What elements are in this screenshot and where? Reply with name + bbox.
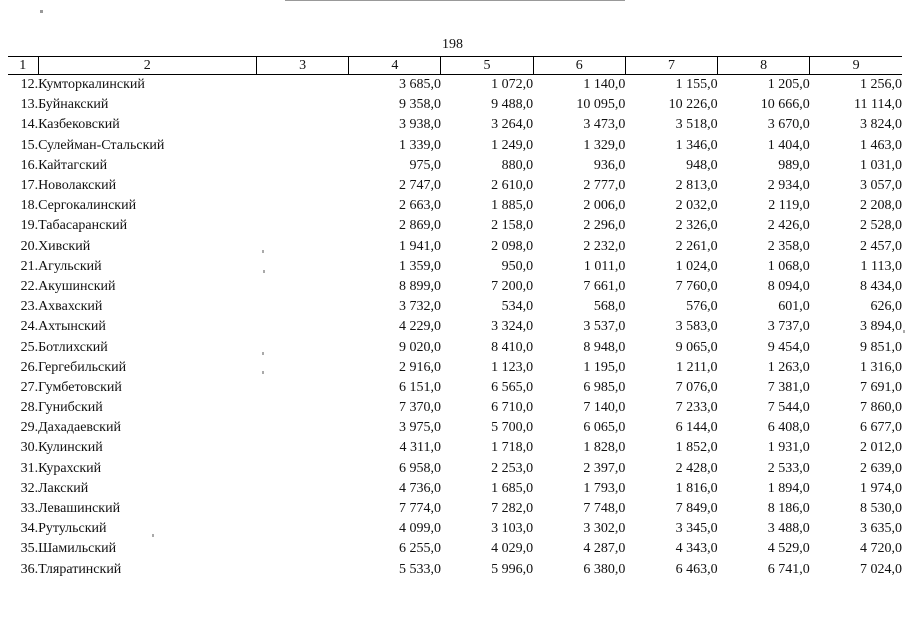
district-name-cell: Ботлихский	[38, 339, 108, 355]
value-cell: 3 345,0	[675, 521, 718, 537]
value-cell: 1 031,0	[860, 157, 902, 173]
value-cell: 2 158,0	[491, 218, 534, 234]
table-row	[8, 237, 902, 257]
table-row	[8, 115, 902, 135]
value-cell: 6 380,0	[583, 561, 626, 577]
empty-cell	[257, 176, 349, 196]
value-cell: 7 691,0	[860, 379, 902, 395]
column-number: 2	[38, 57, 256, 75]
value-cell: 1 113,0	[860, 258, 902, 274]
district-name-cell: Ахвахский	[38, 299, 103, 315]
value-cell: 2 747,0	[398, 178, 441, 194]
district-name-cell: Шамильский	[38, 541, 117, 557]
value-cell: 3 670,0	[767, 117, 810, 133]
table-row	[8, 196, 902, 216]
table-row	[8, 95, 902, 115]
value-cell: 2 533,0	[767, 460, 810, 476]
value-cell: 4 287,0	[583, 541, 626, 557]
row-number-cell: 33.	[20, 501, 39, 517]
value-cell: 1 339,0	[398, 137, 441, 153]
value-cell: 936,0	[593, 157, 626, 173]
empty-cell	[257, 317, 349, 337]
empty-cell	[257, 136, 349, 156]
scan-speck	[262, 250, 264, 253]
value-cell: 8 948,0	[583, 339, 626, 355]
value-cell: 7 024,0	[860, 561, 902, 577]
value-cell: 2 639,0	[860, 460, 902, 476]
value-cell: 11 114,0	[854, 97, 902, 113]
table-row	[8, 136, 902, 156]
value-cell: 2 528,0	[860, 218, 902, 234]
value-cell: 8 186,0	[767, 501, 810, 517]
district-name-cell: Ахтынский	[38, 319, 106, 335]
value-cell: 6 151,0	[398, 379, 441, 395]
empty-cell	[257, 560, 349, 580]
value-cell: 1 931,0	[767, 440, 810, 456]
value-cell: 4 311,0	[399, 440, 441, 456]
value-cell: 2 261,0	[675, 238, 718, 254]
value-cell: 6 741,0	[767, 561, 810, 577]
value-cell: 1 974,0	[860, 480, 902, 496]
table-row	[8, 358, 902, 378]
value-cell: 9 358,0	[398, 97, 441, 113]
empty-cell	[257, 337, 349, 357]
value-cell: 1 718,0	[491, 440, 534, 456]
value-cell: 6 565,0	[491, 379, 534, 395]
column-number: 1	[8, 57, 38, 75]
value-cell: 9 488,0	[491, 97, 534, 113]
value-cell: 2 253,0	[491, 460, 534, 476]
value-cell: 8 410,0	[491, 339, 534, 355]
value-cell: 8 434,0	[860, 278, 902, 294]
value-cell: 7 849,0	[675, 501, 718, 517]
value-cell: 1 404,0	[767, 137, 810, 153]
value-cell: 3 537,0	[583, 319, 626, 335]
district-name-cell: Хивский	[38, 238, 91, 254]
value-cell: 3 732,0	[398, 299, 441, 315]
value-cell: 3 302,0	[583, 521, 626, 537]
table-row	[8, 499, 902, 519]
value-cell: 5 996,0	[491, 561, 534, 577]
district-name-cell: Сулейман-Стальский	[38, 137, 165, 153]
district-name-cell: Буйнакский	[38, 97, 109, 113]
value-cell: 2 032,0	[675, 198, 718, 214]
value-cell: 5 533,0	[398, 561, 441, 577]
table-row	[8, 459, 902, 479]
table-row	[8, 519, 902, 539]
value-cell: 5 700,0	[491, 420, 534, 436]
value-cell: 568,0	[593, 299, 626, 315]
value-cell: 8 530,0	[860, 501, 902, 517]
district-name-cell: Лакский	[38, 480, 89, 496]
value-cell: 4 099,0	[398, 521, 441, 537]
district-name-cell: Кайтагский	[38, 157, 108, 173]
value-cell: 1 263,0	[767, 359, 810, 375]
top-edge-rule	[285, 0, 625, 1]
row-number-cell: 32.	[20, 480, 39, 496]
empty-cell	[257, 277, 349, 297]
value-cell: 2 358,0	[767, 238, 810, 254]
value-cell: 1 941,0	[398, 238, 441, 254]
value-cell: 2 916,0	[398, 359, 441, 375]
table-row	[8, 378, 902, 398]
value-cell: 1 068,0	[767, 258, 810, 274]
value-cell: 2 663,0	[398, 198, 441, 214]
value-cell: 1 885,0	[491, 198, 534, 214]
value-cell: 6 958,0	[398, 460, 441, 476]
district-name-cell: Гунибский	[38, 400, 103, 416]
empty-cell	[257, 519, 349, 539]
row-number-cell: 12.	[20, 77, 39, 93]
value-cell: 7 544,0	[767, 400, 810, 416]
value-cell: 9 020,0	[398, 339, 441, 355]
value-cell: 3 488,0	[767, 521, 810, 537]
column-number: 3	[257, 57, 349, 75]
column-number: 7	[625, 57, 717, 75]
value-cell: 1 011,0	[583, 258, 626, 274]
value-cell: 10 095,0	[576, 97, 626, 113]
empty-cell	[257, 358, 349, 378]
row-number-cell: 31.	[20, 460, 39, 476]
value-cell: 4 529,0	[767, 541, 810, 557]
value-cell: 7 140,0	[583, 400, 626, 416]
table-row	[8, 438, 902, 458]
value-cell: 1 852,0	[675, 440, 718, 456]
value-cell: 1 140,0	[583, 77, 626, 93]
value-cell: 3 975,0	[398, 420, 441, 436]
empty-cell	[257, 438, 349, 458]
district-name-cell: Табасаранский	[38, 218, 128, 234]
scan-speck	[262, 352, 264, 355]
row-number-cell: 13.	[20, 97, 39, 113]
value-cell: 7 760,0	[675, 278, 718, 294]
value-cell: 3 824,0	[860, 117, 902, 133]
value-cell: 3 635,0	[860, 521, 902, 537]
value-cell: 10 666,0	[760, 97, 810, 113]
value-cell: 4 343,0	[675, 541, 718, 557]
district-name-cell: Акушинский	[38, 278, 116, 294]
district-name-cell: Курахский	[38, 460, 102, 476]
row-number-cell: 35.	[20, 541, 39, 557]
row-number-cell: 15.	[20, 137, 39, 153]
value-cell: 1 256,0	[860, 77, 902, 93]
column-number: 9	[810, 57, 902, 75]
table-row	[8, 75, 902, 96]
row-number-cell: 23.	[20, 299, 39, 315]
value-cell: 9 454,0	[767, 339, 810, 355]
value-cell: 6 408,0	[767, 420, 810, 436]
district-name-cell: Гумбетовский	[38, 379, 122, 395]
value-cell: 4 720,0	[860, 541, 902, 557]
scan-speck	[152, 534, 154, 537]
value-cell: 6 255,0	[398, 541, 441, 557]
value-cell: 2 457,0	[860, 238, 902, 254]
empty-cell	[257, 216, 349, 236]
value-cell: 4 229,0	[398, 319, 441, 335]
value-cell: 601,0	[778, 299, 810, 315]
value-cell: 1 195,0	[583, 359, 626, 375]
value-cell: 975,0	[409, 157, 441, 173]
value-cell: 1 316,0	[860, 359, 902, 375]
value-cell: 8 899,0	[398, 278, 441, 294]
value-cell: 948,0	[686, 157, 718, 173]
value-cell: 1 211,0	[676, 359, 718, 375]
district-name-cell: Дахадаевский	[38, 420, 121, 436]
table-row	[8, 216, 902, 236]
value-cell: 4 736,0	[398, 480, 441, 496]
row-number-cell: 22.	[20, 278, 39, 294]
table-row	[8, 277, 902, 297]
value-cell: 7 200,0	[491, 278, 534, 294]
row-number-cell: 25.	[20, 339, 39, 355]
value-cell: 1 463,0	[860, 137, 902, 153]
column-number: 6	[533, 57, 625, 75]
value-cell: 3 057,0	[860, 178, 902, 194]
district-name-cell: Тляратинский	[38, 561, 122, 577]
value-cell: 3 737,0	[767, 319, 810, 335]
value-cell: 1 359,0	[398, 258, 441, 274]
row-number-cell: 18.	[20, 198, 39, 214]
value-cell: 2 869,0	[398, 218, 441, 234]
row-number-cell: 30.	[20, 440, 39, 456]
empty-cell	[257, 459, 349, 479]
value-cell: 6 463,0	[675, 561, 718, 577]
row-number-cell: 19.	[20, 218, 39, 234]
table-row	[8, 479, 902, 499]
value-cell: 576,0	[686, 299, 718, 315]
page-number: 198	[442, 37, 463, 52]
table-body	[8, 75, 902, 580]
value-cell: 1 894,0	[767, 480, 810, 496]
empty-cell	[257, 479, 349, 499]
value-cell: 1 329,0	[583, 137, 626, 153]
empty-cell	[257, 418, 349, 438]
scan-speck	[263, 270, 265, 273]
value-cell: 7 381,0	[767, 379, 810, 395]
value-cell: 2 934,0	[767, 178, 810, 194]
empty-cell	[257, 115, 349, 135]
district-name-cell: Казбековский	[38, 117, 120, 133]
table-row	[8, 560, 902, 580]
table-row	[8, 176, 902, 196]
value-cell: 880,0	[501, 157, 534, 173]
district-name-cell: Кумторкалинский	[38, 77, 145, 93]
empty-cell	[257, 499, 349, 519]
value-cell: 3 685,0	[398, 77, 441, 93]
value-cell: 7 661,0	[583, 278, 626, 294]
value-cell: 2 426,0	[767, 218, 810, 234]
data-table	[8, 56, 902, 580]
scan-mark	[40, 10, 43, 13]
row-number-cell: 34.	[20, 521, 39, 537]
empty-cell	[257, 257, 349, 277]
row-number-cell: 21.	[20, 258, 39, 274]
row-number-cell: 26.	[20, 359, 39, 375]
column-number: 5	[441, 57, 533, 75]
row-number-cell: 28.	[20, 400, 39, 416]
value-cell: 989,0	[778, 157, 810, 173]
value-cell: 6 710,0	[491, 400, 534, 416]
value-cell: 1 793,0	[583, 480, 626, 496]
value-cell: 8 094,0	[767, 278, 810, 294]
value-cell: 1 249,0	[491, 137, 534, 153]
value-cell: 3 324,0	[491, 319, 534, 335]
value-cell: 534,0	[501, 299, 534, 315]
value-cell: 2 232,0	[583, 238, 626, 254]
value-cell: 2 119,0	[768, 198, 810, 214]
table-row	[8, 418, 902, 438]
empty-cell	[257, 196, 349, 216]
empty-cell	[257, 237, 349, 257]
value-cell: 9 851,0	[860, 339, 902, 355]
value-cell: 2 098,0	[491, 238, 534, 254]
value-cell: 3 473,0	[583, 117, 626, 133]
district-name-cell: Рутульский	[38, 521, 107, 537]
row-number-cell: 20.	[20, 238, 39, 254]
value-cell: 2 296,0	[583, 218, 626, 234]
empty-cell	[257, 378, 349, 398]
table-row	[8, 317, 902, 337]
district-name-cell: Левашинский	[38, 501, 121, 517]
value-cell: 2 006,0	[583, 198, 626, 214]
table-row	[8, 297, 902, 317]
value-cell: 10 226,0	[668, 97, 718, 113]
value-cell: 6 677,0	[860, 420, 902, 436]
district-name-cell: Кулинский	[38, 440, 103, 456]
value-cell: 1 816,0	[675, 480, 718, 496]
value-cell: 7 370,0	[398, 400, 441, 416]
row-number-cell: 27.	[20, 379, 39, 395]
value-cell: 7 748,0	[583, 501, 626, 517]
row-number-cell: 14.	[20, 117, 39, 133]
scan-speck	[262, 371, 264, 374]
value-cell: 3 938,0	[398, 117, 441, 133]
value-cell: 6 144,0	[675, 420, 718, 436]
value-cell: 6 065,0	[583, 420, 626, 436]
value-cell: 1 072,0	[491, 77, 534, 93]
row-number-cell: 24.	[20, 319, 39, 335]
empty-cell	[257, 297, 349, 317]
value-cell: 7 233,0	[675, 400, 718, 416]
row-number-cell: 16.	[20, 157, 39, 173]
row-number-cell: 29.	[20, 420, 39, 436]
value-cell: 1 346,0	[675, 137, 718, 153]
value-cell: 3 103,0	[491, 521, 534, 537]
value-cell: 2 012,0	[860, 440, 902, 456]
row-number-cell: 17.	[20, 178, 39, 194]
row-number-cell: 36.	[20, 561, 39, 577]
column-number: 8	[718, 57, 810, 75]
value-cell: 2 777,0	[583, 178, 626, 194]
table-row	[8, 398, 902, 418]
value-cell: 7 282,0	[491, 501, 534, 517]
value-cell: 3 518,0	[675, 117, 718, 133]
district-name-cell: Гергебильский	[38, 359, 127, 375]
value-cell: 6 985,0	[583, 379, 626, 395]
value-cell: 4 029,0	[491, 541, 534, 557]
table-row	[8, 257, 902, 277]
value-cell: 2 428,0	[675, 460, 718, 476]
empty-cell	[257, 95, 349, 115]
table-header	[8, 57, 902, 75]
value-cell: 3 894,0	[860, 319, 902, 335]
value-cell: 3 583,0	[675, 319, 718, 335]
table-row	[8, 156, 902, 176]
value-cell: 9 065,0	[675, 339, 718, 355]
value-cell: 7 076,0	[675, 379, 718, 395]
value-cell: 1 205,0	[767, 77, 810, 93]
table-row	[8, 337, 902, 357]
district-name-cell: Агульский	[38, 258, 102, 274]
empty-cell	[257, 398, 349, 418]
district-name-cell: Новолакский	[38, 178, 117, 194]
value-cell: 1 024,0	[675, 258, 718, 274]
value-cell: 2 610,0	[491, 178, 534, 194]
value-cell: 2 813,0	[675, 178, 718, 194]
value-cell: 7 860,0	[860, 400, 902, 416]
value-cell: 2 326,0	[675, 218, 718, 234]
value-cell: 2 208,0	[860, 198, 902, 214]
table-row	[8, 539, 902, 559]
value-cell: 626,0	[870, 299, 902, 315]
column-number: 4	[349, 57, 441, 75]
value-cell: 1 123,0	[491, 359, 534, 375]
value-cell: 950,0	[501, 258, 534, 274]
empty-cell	[257, 539, 349, 559]
value-cell: 3 264,0	[491, 117, 534, 133]
value-cell: 1 828,0	[583, 440, 626, 456]
district-name-cell: Сергокалинский	[38, 198, 137, 214]
value-cell: 1 155,0	[675, 77, 718, 93]
column-number-row	[8, 57, 902, 75]
value-cell: 7 774,0	[398, 501, 441, 517]
empty-cell	[257, 75, 349, 96]
value-cell: 1 685,0	[491, 480, 534, 496]
empty-cell	[257, 156, 349, 176]
value-cell: 2 397,0	[583, 460, 626, 476]
